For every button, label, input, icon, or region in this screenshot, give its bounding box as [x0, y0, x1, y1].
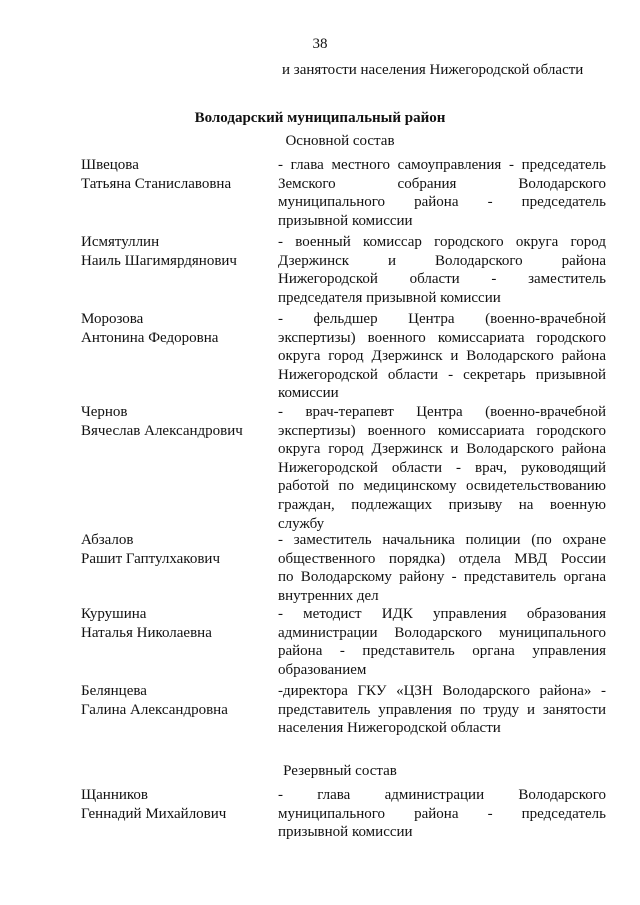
role-line: работой по медицинскому освидетельствованию — [278, 478, 606, 495]
member-given-names: Татьяна Станиславовна — [81, 175, 232, 192]
member-name — [81, 233, 271, 270]
member-given-names: Вячеслав Александрович — [81, 422, 243, 439]
role-line: Дзержинск и Володарского района — [278, 252, 606, 269]
role-line: представитель управления по труду и занятости — [278, 701, 606, 718]
role-line: Земского собрания Володарского — [278, 175, 606, 192]
member-given-names: Рашит Гаптулхакович — [81, 550, 220, 567]
page-number: 38 — [312, 36, 328, 52]
main-section-heading: Основной состав — [285, 133, 395, 149]
member-role — [278, 531, 606, 605]
role-line: экспертизы) военного комиссариата городского — [278, 422, 606, 439]
member-role — [278, 310, 606, 403]
role-line: - глава администрации Володарского — [278, 787, 606, 803]
role-line: населения Нижегородской области — [278, 720, 501, 737]
member-given-names: Наталья Николаевна — [81, 624, 212, 641]
member-name — [81, 682, 271, 719]
member-surname: Исмятуллин — [81, 234, 160, 250]
role-line: - глава местного самоуправления - председатель — [278, 157, 606, 173]
member-surname: Щанников — [81, 787, 148, 803]
role-line: администрации Володарского муниципального — [278, 624, 606, 641]
district-title: Володарский муниципальный район — [194, 110, 446, 126]
member-role — [278, 786, 606, 842]
member-surname: Белянцева — [81, 683, 147, 699]
role-line: округа город Дзержинск и Володарского района — [278, 348, 606, 365]
role-line: - заместитель начальника полиции (по охране — [278, 532, 606, 548]
member-role — [278, 233, 606, 307]
member-given-names: Наиль Шагимярдянович — [81, 252, 237, 269]
member-given-names: Галина Александровна — [81, 701, 228, 718]
role-line: муниципального района - председатель — [278, 194, 606, 211]
member-role — [278, 605, 606, 679]
role-line: председателя призывной комиссии — [278, 289, 501, 306]
member-name — [81, 403, 271, 440]
member-role — [278, 403, 606, 533]
member-name — [81, 786, 271, 823]
role-line: по Володарскому району - представитель органа — [278, 569, 606, 586]
member-surname: Морозова — [81, 311, 144, 327]
role-line: общественного порядка) отдела МВД России — [278, 550, 606, 567]
role-line: внутренних дел — [278, 587, 379, 604]
reserve-section-heading: Резервный состав — [283, 763, 397, 779]
role-line: Нижегородской области - секретарь призывной — [278, 366, 606, 383]
member-given-names: Антонина Федоровна — [81, 329, 219, 346]
member-name — [81, 605, 271, 642]
role-line: района - представитель органа управления — [278, 643, 606, 660]
member-given-names: Геннадий Михайлович — [81, 805, 227, 822]
role-line: - фельдшер Центра (военно-врачебной — [278, 311, 606, 327]
role-line: экспертизы) военного комиссариата городского — [278, 329, 606, 346]
member-name — [81, 531, 271, 568]
member-role — [278, 682, 606, 738]
continuation-line: и занятости населения Нижегородской области — [282, 62, 584, 78]
member-name — [81, 310, 271, 347]
role-line: Нижегородской области - врач, руководящий — [278, 459, 606, 476]
role-line: призывной комиссии — [278, 212, 413, 229]
role-line: службу — [278, 515, 325, 532]
member-surname: Швецова — [81, 157, 139, 173]
role-line: граждан, подлежащих призыву на военную — [278, 496, 606, 513]
role-line: округа город Дзержинск и Володарского района — [278, 441, 606, 458]
role-line: Нижегородской области - заместитель — [278, 271, 606, 288]
role-line: -директора ГКУ «ЦЗН Володарского района» - — [278, 683, 606, 699]
role-line: - врач-терапевт Центра (военно-врачебной — [278, 404, 606, 420]
member-surname: Чернов — [81, 404, 128, 420]
member-surname: Курушина — [81, 606, 147, 622]
role-line: комиссии — [278, 385, 339, 402]
role-line: образованием — [278, 661, 367, 678]
role-line: призывной комиссии — [278, 824, 413, 841]
role-line: муниципального района - председатель — [278, 805, 606, 822]
role-line: - методист ИДК управления образования — [278, 606, 606, 622]
member-role — [278, 156, 606, 230]
role-line: - военный комиссар городского округа город — [278, 234, 606, 250]
member-surname: Абзалов — [81, 532, 134, 548]
member-name — [81, 156, 271, 193]
